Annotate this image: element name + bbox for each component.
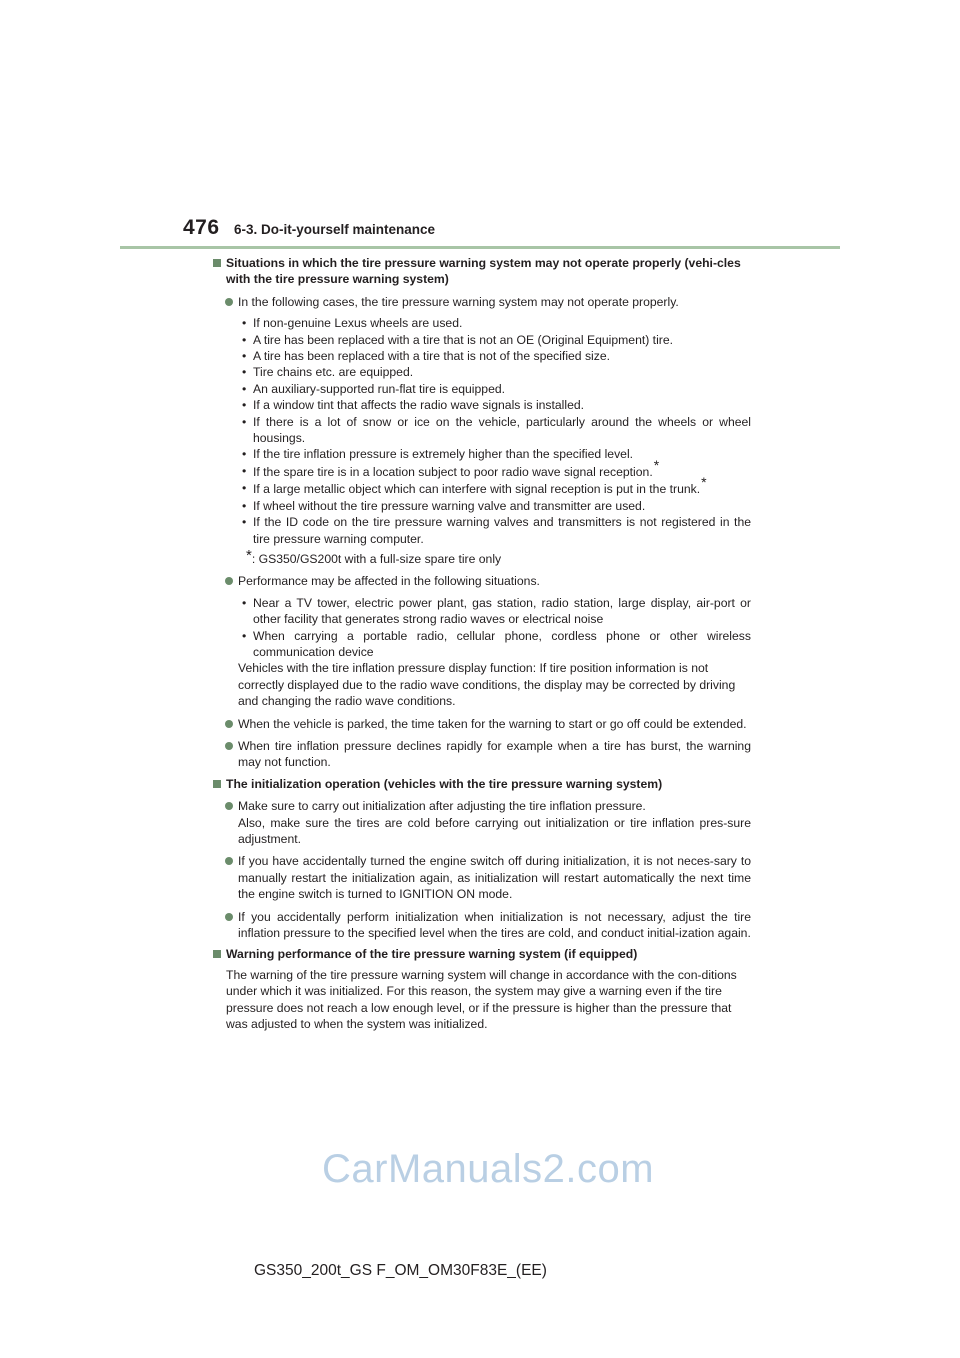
bullet-text: If you accidentally perform initialization when initialization is not necessary, adjust the tire inflation pressure to the specified level when the tires are cold, and conduct initial-ization again. <box>238 909 751 941</box>
section-title: 6-3. Do-it-yourself maintenance <box>234 222 436 237</box>
list-item: • If the ID code on the tire pressure warning valves and transmitters is not registered in the tire pressure warning computer. <box>242 515 751 546</box>
bullet-text: If you have accidentally turned the engine switch off during initialization, it is not neces-sary to manually restart the initialization again, as initialization will restart automatically the next time the engine switch is turned to IGNITION ON mode. <box>238 854 751 902</box>
circle-bullet-icon <box>225 298 233 306</box>
heading-text: Warning performance of the tire pressure warning system (if equipped) <box>226 947 638 962</box>
bullet-text: Also, make sure the tires are cold before carrying out initialization or tire inflation pres-sure adjustment. <box>238 815 751 846</box>
bullet-paragraph <box>213 853 751 902</box>
situation-list <box>238 595 751 661</box>
square-bullet-icon <box>213 950 221 958</box>
heading-text: The initialization operation (vehicles with the tire pressure warning system) <box>226 776 663 791</box>
bullet-paragraph <box>213 798 751 847</box>
footer-document-code: GS350_200t_GS F_OM_OM30F83E_(EE) <box>254 1262 547 1279</box>
heading-text: Situations in which the tire pressure warning system may not operate properly (vehi-cles with the tire pressure warning system) <box>226 256 741 287</box>
bullet-text: When the vehicle is parked, the time taken for the warning to start or go off could be extended. <box>238 716 747 731</box>
bullet-text: In the following cases, the tire pressure warning system may not operate properly. <box>238 294 679 309</box>
page-content <box>213 255 751 1032</box>
circle-bullet-icon <box>225 802 233 810</box>
list-item: • If the spare tire is in a location subject to poor radio wave signal reception.* <box>242 456 660 479</box>
list-item: • A tire has been replaced with a tire that is not an OE (Original Equipment) tire. <box>242 332 674 347</box>
list-item: • If wheel without the tire pressure warning valve and transmitter are used. <box>242 498 646 513</box>
bullet-paragraph <box>213 294 751 310</box>
body-paragraph: The warning of the tire pressure warning system will change in accordance with the con-ditions under which it was initialized. For this reason, the system may give a warning even if the tire pressure does not reach a low enough level, or if the pressure is higher than the pressure that was adjusted to when the system was initialized. <box>226 967 737 1032</box>
list-item: • Near a TV tower, electric power plant, gas station, radio station, large display, air-port or other facility that generates strong radio waves or electrical noise <box>242 595 751 627</box>
condition-list <box>238 315 751 547</box>
bullet-paragraph <box>213 716 751 732</box>
footnote-star: * <box>246 546 252 564</box>
list-item: • If non-genuine Lexus wheels are used. <box>242 316 463 331</box>
list-item: • An auxiliary-supported run-flat tire is equipped. <box>242 381 506 396</box>
note-paragraph: Vehicles with the tire inflation pressure display function: If tire position information is not correctly displayed due to the radio wave conditions, the display may be corrected by driving and changing the radio wave conditions. <box>238 661 736 709</box>
list-item: • If the tire inflation pressure is extremely higher than the specified level. <box>242 447 634 462</box>
list-item: • Tire chains etc. are equipped. <box>242 365 414 380</box>
footnote-marker: * <box>701 474 707 491</box>
section-heading <box>213 776 751 792</box>
circle-bullet-icon <box>225 913 233 921</box>
circle-bullet-icon <box>225 742 233 750</box>
square-bullet-icon <box>213 780 221 788</box>
circle-bullet-icon <box>225 720 233 728</box>
header-rule <box>120 246 840 249</box>
watermark-logo: CarManuals2.com <box>322 1147 655 1191</box>
list-item: • If a window tint that affects the radio wave signals is installed. <box>242 398 585 413</box>
bullet-paragraph <box>213 573 751 589</box>
bullet-paragraph <box>213 909 751 942</box>
section-heading <box>213 255 751 288</box>
list-item: • If a large metallic object which can interfere with signal reception is put in the trunk.* <box>242 474 707 497</box>
bullet-text: When tire inflation pressure declines rapidly for example when a tire has burst, the warning may not function. <box>238 738 751 770</box>
circle-bullet-icon <box>225 857 233 865</box>
page-number: 476 <box>183 216 220 239</box>
bullet-text: Performance may be affected in the following situations. <box>238 574 540 589</box>
list-item: • A tire has been replaced with a tire that is not of the specified size. <box>242 349 611 364</box>
circle-bullet-icon <box>225 577 233 585</box>
list-item: • When carrying a portable radio, cellular phone, cordless phone or other wireless communication device <box>242 628 751 659</box>
footnote <box>246 546 751 567</box>
bullet-paragraph <box>213 738 751 771</box>
list-item: • If there is a lot of snow or ice on the vehicle, particularly around the wheels or wheel housings. <box>242 414 751 446</box>
section-heading <box>213 946 751 962</box>
bullet-text: Make sure to carry out initialization after adjusting the tire inflation pressure. <box>238 799 646 814</box>
footnote-marker: * <box>653 456 660 473</box>
square-bullet-icon <box>213 259 221 267</box>
footnote-text: : GS350/GS200t with a full-size spare tire only <box>251 551 502 566</box>
